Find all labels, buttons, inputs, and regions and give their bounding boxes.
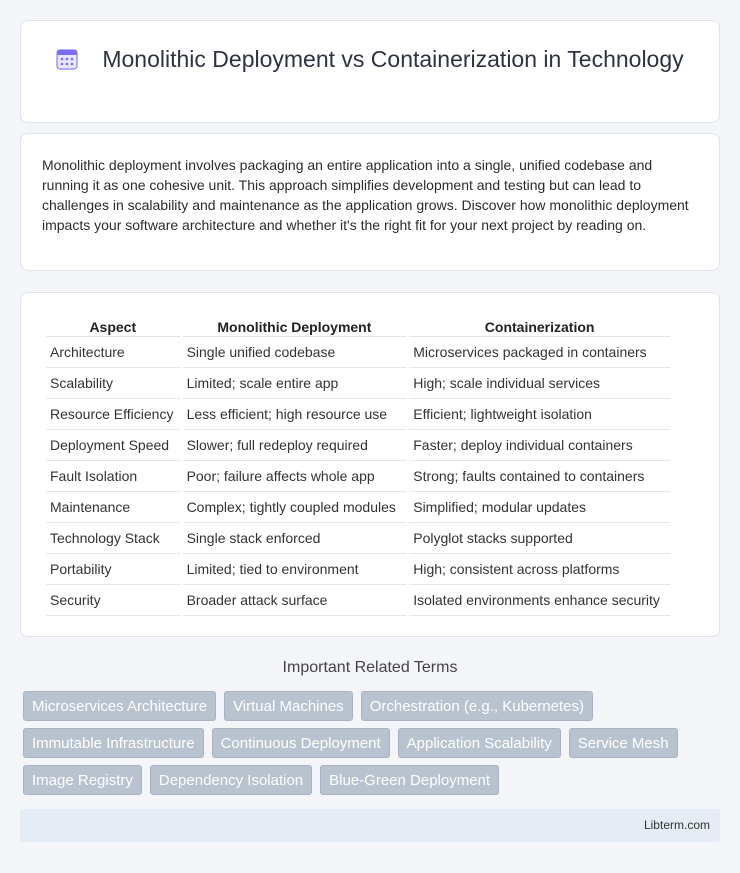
table-cell: Efficient; lightweight isolation (409, 399, 670, 430)
calendar-grid-icon (56, 48, 78, 70)
table-row (46, 337, 670, 368)
table-cell: Technology Stack (46, 523, 180, 554)
table-cell: Polyglot stacks supported (409, 523, 670, 554)
table-cell: Simplified; modular updates (409, 492, 670, 523)
term-row (23, 691, 723, 721)
table-row (46, 430, 670, 461)
table-cell: Strong; faults contained to containers (409, 461, 670, 492)
footer (20, 809, 720, 842)
header-aspect: Aspect (46, 315, 180, 337)
table-cell: Slower; full redeploy required (183, 430, 407, 461)
related-terms (23, 691, 723, 802)
table-cell: Security (46, 585, 180, 616)
term-tag[interactable]: Image Registry (23, 765, 142, 795)
page-title-text: Monolithic Deployment vs Containerization in Technology (102, 46, 684, 72)
table-cell: Single unified codebase (183, 337, 407, 368)
table-cell: Portability (46, 554, 180, 585)
term-row (23, 728, 723, 758)
table-cell: Limited; scale entire app (183, 368, 407, 399)
title-card (20, 20, 720, 123)
table-cell: Broader attack surface (183, 585, 407, 616)
table-cell: Deployment Speed (46, 430, 180, 461)
term-row (23, 765, 723, 795)
table-row (46, 585, 670, 616)
table-cell: High; scale individual services (409, 368, 670, 399)
table-row (46, 368, 670, 399)
term-tag[interactable]: Microservices Architecture (23, 691, 216, 721)
table-cell: High; consistent across platforms (409, 554, 670, 585)
header-containerization: Containerization (409, 315, 670, 337)
term-tag[interactable]: Service Mesh (569, 728, 678, 758)
table-header-row (46, 315, 670, 337)
table-cell: Fault Isolation (46, 461, 180, 492)
table-cell: Resource Efficiency (46, 399, 180, 430)
table-row (46, 523, 670, 554)
table-cell: Isolated environments enhance security (409, 585, 670, 616)
table-cell: Faster; deploy individual containers (409, 430, 670, 461)
term-tag[interactable]: Orchestration (e.g., Kubernetes) (361, 691, 593, 721)
term-tag[interactable]: Virtual Machines (224, 691, 353, 721)
header-monolithic: Monolithic Deployment (183, 315, 407, 337)
related-terms-heading: Important Related Terms (282, 659, 458, 676)
table-cell: Less efficient; high resource use (183, 399, 407, 430)
table-row (46, 399, 670, 430)
footer-brand[interactable]: Libterm.com (643, 818, 710, 832)
term-tag[interactable]: Dependency Isolation (150, 765, 312, 795)
table-row (46, 492, 670, 523)
term-tag[interactable]: Immutable Infrastructure (23, 728, 204, 758)
intro-card (20, 133, 720, 271)
intro-paragraph: Monolithic deployment involves packaging an entire application into a single, unified codebase and running it as one cohesive unit. This approach simplifies development and testing but can lead to challenges in scalability and maintenance as the application grows. Discover how monolithic deployment impacts your software architecture and whether it's the right fit for your next project by reading on. (42, 157, 689, 233)
term-tag[interactable]: Continuous Deployment (212, 728, 390, 758)
term-tag[interactable]: Blue-Green Deployment (320, 765, 499, 795)
table-cell: Complex; tightly coupled modules (183, 492, 407, 523)
table-cell: Architecture (46, 337, 180, 368)
table-cell: Microservices packaged in containers (409, 337, 670, 368)
table-cell: Poor; failure affects whole app (183, 461, 407, 492)
table-cell: Maintenance (46, 492, 180, 523)
table-cell: Limited; tied to environment (183, 554, 407, 585)
comparison-card (20, 292, 720, 637)
table-cell: Single stack enforced (183, 523, 407, 554)
table-cell: Scalability (46, 368, 180, 399)
page-title (21, 45, 719, 74)
table-row (46, 554, 670, 585)
term-tag[interactable]: Application Scalability (398, 728, 561, 758)
comparison-table (43, 315, 673, 616)
table-row (46, 461, 670, 492)
